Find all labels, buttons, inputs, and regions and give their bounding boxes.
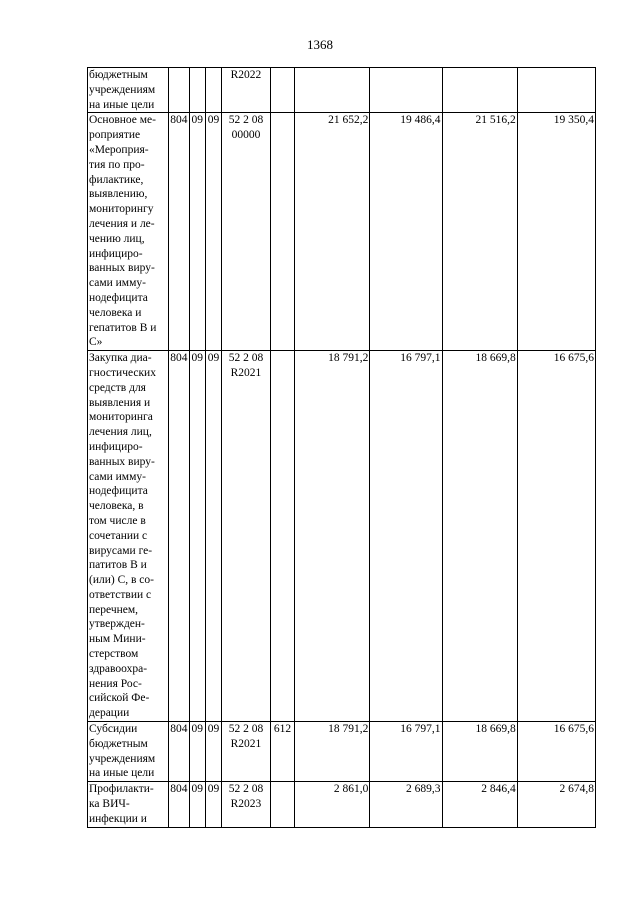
- row-name-cell: [88, 351, 169, 722]
- row-name-line: инфекции и: [89, 812, 147, 825]
- amount-cell: [442, 68, 517, 113]
- row-name-cell: [88, 782, 169, 827]
- row-name-line: том числе в: [89, 514, 146, 527]
- row-name-line: ванных виру-: [89, 262, 155, 275]
- amount-cell: 18 791,2: [295, 351, 370, 722]
- target-article-line: R2023: [230, 798, 262, 811]
- row-name-line: на иные цели: [89, 767, 155, 780]
- row-name-line: мониторинга: [89, 411, 153, 424]
- row-name-line: бюджетным: [89, 69, 148, 81]
- page-number: 1368: [307, 37, 333, 52]
- row-name-line: дерации: [89, 707, 130, 720]
- row-name-line: ванных виру-: [89, 455, 155, 468]
- row-name-line: сами имму-: [89, 277, 146, 290]
- row-name-line: ка ВИЧ-: [89, 798, 130, 811]
- row-name-line: инфициро-: [89, 440, 143, 453]
- row-name-line: чению лиц,: [89, 232, 145, 245]
- row-name-line: сочетании с: [89, 529, 148, 542]
- row-name-line: (или) С, в со-: [89, 574, 154, 587]
- row-name-line: сами имму-: [89, 470, 146, 483]
- subsection-code-cell: 09: [205, 351, 221, 722]
- subsection-code-cell: 09: [205, 782, 221, 827]
- amount-cell: 19 350,4: [517, 113, 595, 351]
- target-article-cell: [222, 68, 271, 113]
- row-name-line: ным Мини-: [89, 633, 146, 646]
- table-row: [88, 113, 596, 351]
- target-article-line: 52 2 08: [228, 352, 264, 365]
- row-name-line: выявления и: [89, 396, 151, 409]
- row-name-line: филактике,: [89, 173, 144, 186]
- amount-cell: 2 846,4: [442, 782, 517, 827]
- amount-cell: 19 486,4: [370, 113, 442, 351]
- subsection-code-cell: [205, 68, 221, 113]
- amount-cell: 21 652,2: [295, 113, 370, 351]
- ministry-code-cell: 804: [169, 782, 189, 827]
- row-name-line: стерством: [89, 648, 139, 661]
- table-row: [88, 351, 596, 722]
- target-article-line: 52 2 08: [228, 723, 264, 736]
- row-name-line: мониторингу: [89, 203, 154, 216]
- target-article-line: R2021: [230, 737, 262, 750]
- row-name-line: лечения лиц,: [89, 426, 152, 439]
- row-name-line: нодефицита: [89, 485, 148, 498]
- row-name-line: вирусами ге-: [89, 544, 153, 557]
- amount-cell: [370, 68, 442, 113]
- row-name-line: утвержден-: [89, 618, 145, 631]
- row-name-line: выявлению,: [89, 188, 148, 201]
- row-name-line: тия по про-: [89, 158, 145, 171]
- table-row: [88, 722, 596, 782]
- row-name-line: человека, в: [89, 500, 144, 513]
- amount-cell: 2 689,3: [370, 782, 442, 827]
- amount-cell: 2 674,8: [517, 782, 595, 827]
- ministry-code-cell: 804: [169, 351, 189, 722]
- amount-cell: 16 675,6: [517, 722, 595, 782]
- row-name-cell: [88, 113, 169, 351]
- row-name-line: инфициро-: [89, 247, 143, 260]
- subsection-code-cell: 09: [205, 722, 221, 782]
- expense-type-cell: [270, 113, 294, 351]
- row-name-line: сийской Фе-: [89, 692, 150, 705]
- amount-cell: 18 669,8: [442, 722, 517, 782]
- target-article-cell: [222, 782, 271, 827]
- row-name-line: ответствии с: [89, 588, 152, 601]
- amount-cell: 16 675,6: [517, 351, 595, 722]
- row-name-line: гепатитов В и: [89, 321, 157, 334]
- row-name-line: перечнем,: [89, 603, 139, 616]
- section-code-cell: [189, 68, 205, 113]
- amount-cell: 18 669,8: [442, 351, 517, 722]
- budget-table: [87, 67, 596, 828]
- row-name-line: человека и: [89, 306, 142, 319]
- target-article-cell: [222, 351, 271, 722]
- row-name-line: нодефицита: [89, 291, 148, 304]
- expense-type-cell: [270, 782, 294, 827]
- row-name-line: здравоохра-: [89, 662, 148, 675]
- target-article-line: R2021: [230, 366, 262, 379]
- table-row: [88, 782, 596, 827]
- row-name-cell: [88, 722, 169, 782]
- row-name-line: Основное ме-: [89, 114, 156, 127]
- amount-cell: 18 791,2: [295, 722, 370, 782]
- row-name-line: Закупка диа-: [89, 352, 152, 365]
- expense-type-cell: 612: [270, 722, 294, 782]
- row-name-line: Профилакти-: [89, 783, 154, 796]
- amount-cell: [517, 68, 595, 113]
- row-name-line: учреждениям: [89, 83, 156, 96]
- row-name-line: нения Рос-: [89, 677, 142, 690]
- section-code-cell: 09: [189, 351, 205, 722]
- target-article-line: R2022: [230, 69, 262, 81]
- row-name-line: учреждениям: [89, 752, 156, 765]
- row-name-line: бюджетным: [89, 737, 148, 750]
- section-code-cell: 09: [189, 782, 205, 827]
- target-article-line: 00000: [231, 129, 261, 142]
- row-name-line: гностических: [89, 366, 156, 379]
- target-article-line: 52 2 08: [228, 783, 264, 796]
- row-name-line: на иные цели: [89, 98, 155, 111]
- row-name-line: «Мероприя-: [89, 143, 149, 156]
- amount-cell: [295, 68, 370, 113]
- expense-type-cell: [270, 68, 294, 113]
- ministry-code-cell: 804: [169, 113, 189, 351]
- row-name-line: средств для: [89, 381, 146, 394]
- section-code-cell: 09: [189, 722, 205, 782]
- subsection-code-cell: 09: [205, 113, 221, 351]
- target-article-cell: [222, 113, 271, 351]
- row-name-line: лечения и ле-: [89, 217, 155, 230]
- amount-cell: 2 861,0: [295, 782, 370, 827]
- row-name-line: роприятие: [89, 129, 141, 142]
- amount-cell: 16 797,1: [370, 722, 442, 782]
- target-article-line: 52 2 08: [228, 114, 264, 127]
- row-name-cell: [88, 68, 169, 113]
- amount-cell: 21 516,2: [442, 113, 517, 351]
- row-name-line: патитов В и: [89, 559, 147, 572]
- ministry-code-cell: 804: [169, 722, 189, 782]
- amount-cell: 16 797,1: [370, 351, 442, 722]
- ministry-code-cell: [169, 68, 189, 113]
- row-name-line: С»: [89, 336, 103, 349]
- row-name-line: Субсидии: [89, 723, 138, 736]
- table-row: [88, 68, 596, 113]
- target-article-cell: [222, 722, 271, 782]
- section-code-cell: 09: [189, 113, 205, 351]
- expense-type-cell: [270, 351, 294, 722]
